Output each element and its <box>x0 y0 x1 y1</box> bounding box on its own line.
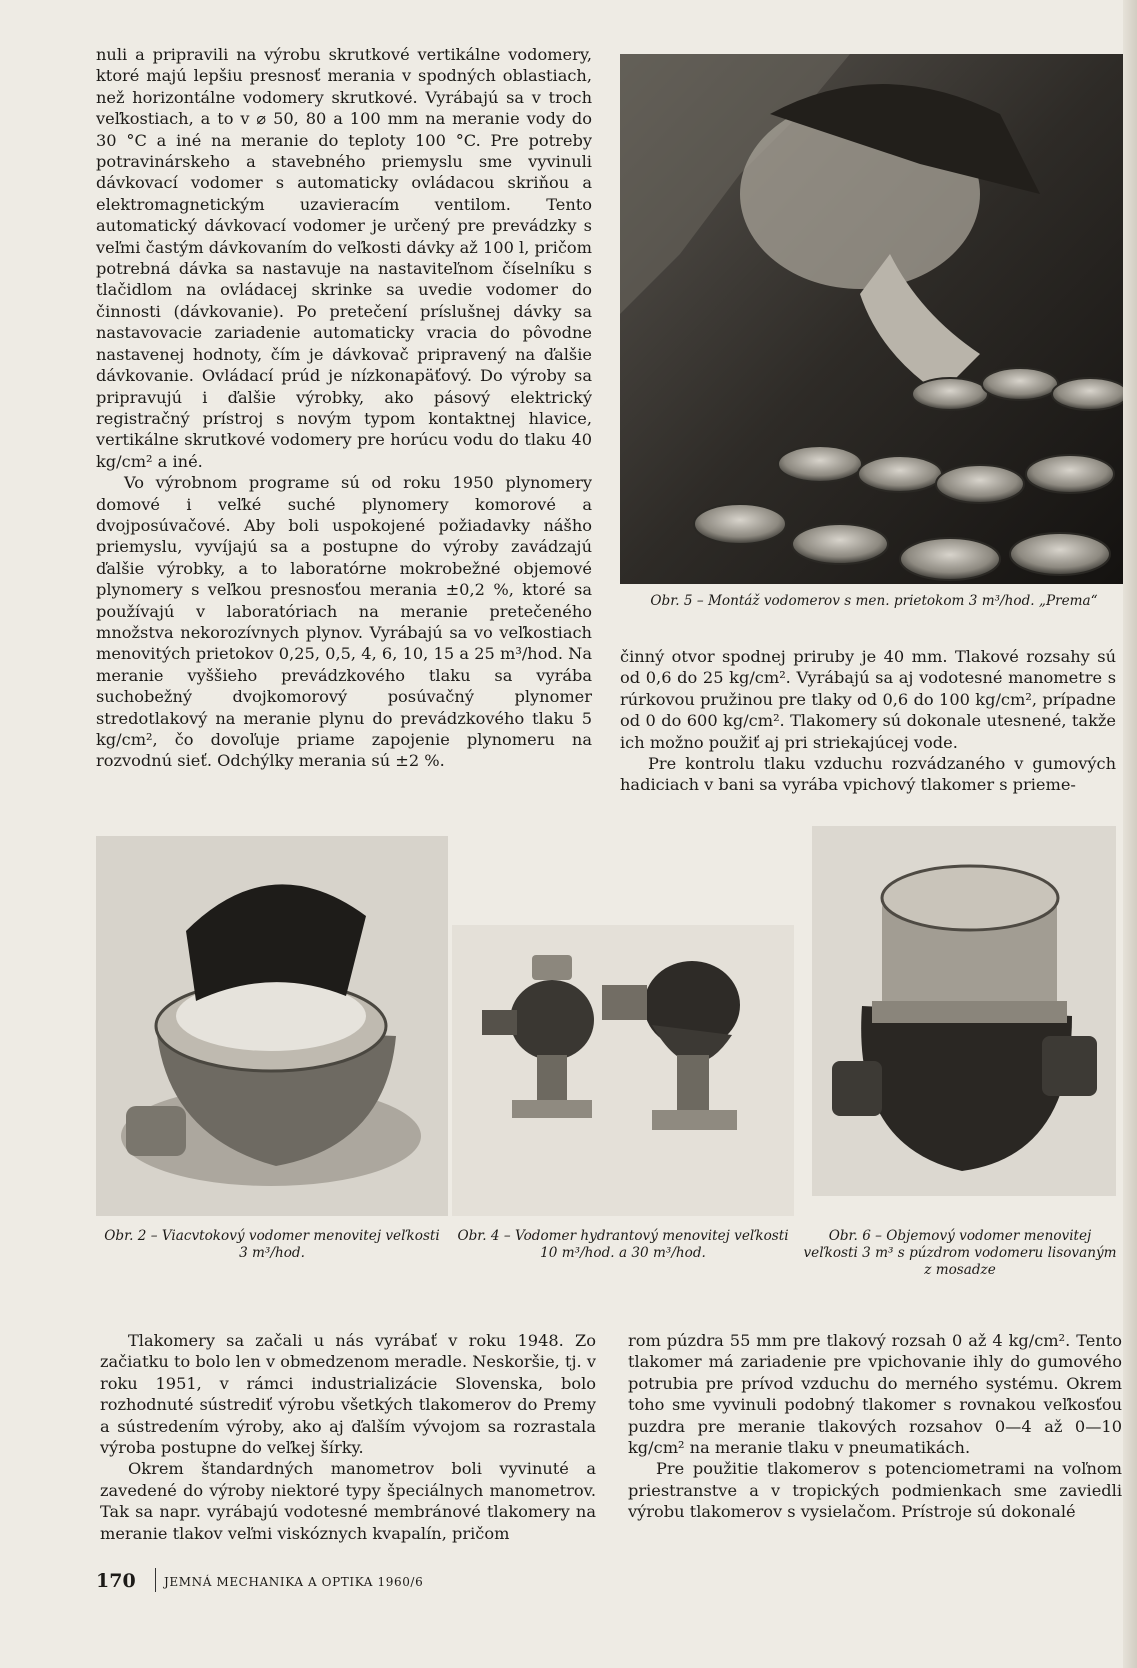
figure-4-photo <box>452 925 794 1216</box>
footer-divider <box>155 1568 156 1592</box>
paragraph: Pre použitie tlakomerov s potenciometrami na voľnom priestranstve a v tropických podmienkach sme zaviedli výrobu tlakomerov s vysielačom. Prístroje sú dokonalé <box>628 1459 1122 1522</box>
water-meter-illustration <box>96 836 448 1216</box>
paragraph: Vo výrobnom programe sú od roku 1950 plynomery domové i veľké suché plynomery komorové a dvojposúvačové. Aby boli uspokojené požiadavky nášho priemyslu, vyvíjajú sa a postupne do výroby zavádzajú ďalšie výrobky, a to laboratórne mokrobežné objemové plynomery s veľkou presnosťou merania ±0,2 %, ktoré sa používajú v laboratóriach na meranie pretečeného množstva nekorozívnych plynov. Vyrábajú sa vo veľkostiach menovitých prietokov 0,25, 0,5, 4, 6, 10, 15 a 25 m³/hod. Na meranie vyššieho prevádzkového tlaku sa vyrába suchobežný dvojkomorový posúvačný plynomer stredotlakový na meranie plynu do prevádzkového tlaku 5 kg/cm², čo dovoľuje priame zapojenie plynomeru na rozvodnú sieť. Odchýlky merania sú ±2 %. <box>96 473 592 771</box>
paragraph: Okrem štandardných manometrov boli vyvinuté a zavedené do výroby niektoré typy špeciálnych manometrov. Tak sa napr. vyrábajú vodotesné membránové tlakomery na meranie tlakov veľmi viskóznych kvapalín, pričom <box>100 1459 596 1543</box>
text-column-right-bottom <box>628 1330 1122 1523</box>
figure-2-photo <box>96 836 448 1216</box>
page-number: 170 <box>96 1570 136 1592</box>
volumetric-meter-illustration <box>812 826 1116 1196</box>
figure-5-caption: Obr. 5 – Montáž vodomerov s men. prietokom 3 m³/hod. „Prema“ <box>650 593 1098 609</box>
figure-5-photo <box>620 54 1128 584</box>
figure-6-photo <box>812 826 1116 1196</box>
figure-4-caption: Obr. 4 – Vodomer hydrantový menovitej veľkosti 10 m³/hod. a 30 m³/hod. <box>457 1228 789 1261</box>
paragraph: Pre kontrolu tlaku vzduchu rozvádzaného v gumových hadiciach v bani sa vyrába vpichový tlakomer s prieme- <box>620 754 1116 795</box>
figure-6-caption: Obr. 6 – Objemový vodomer menovitej veľkosti 3 m³ s púzdrom vodomeru lisovaným z mosadze <box>803 1228 1117 1278</box>
text-column-right-top <box>620 646 1116 796</box>
paragraph: činný otvor spodnej priruby je 40 mm. Tlakové rozsahy sú od 0,6 do 25 kg/cm². Vyrábajú sa aj vodotesné manometre s rúrkovou pružinou pre tlaky od 0,6 do 100 kg/cm², prípadne od 0 do 600 kg/cm². Tlakomery sú dokonale utesnené, takže ich možno použiť aj pri striekajúcej vode. <box>620 647 1116 752</box>
figure-2-caption: Obr. 2 – Viacvtokový vodomer menovitej veľkosti 3 m³/hod. <box>104 1228 440 1261</box>
journal-name: JEMNÁ MECHANIKA A OPTIKA 1960/6 <box>164 1575 424 1589</box>
paragraph: nuli a pripravili na výrobu skrutkové vertikálne vodomery, ktoré majú lepšiu presnosť merania v spodných oblastiach, než horizontálne vodomery skrutkové. Vyrábajú sa v troch veľkostiach, a to v ⌀ 50, 80 a 100 mm na meranie vody do 30 °C a iné na meranie do teploty 100 °C. Pre potreby potravinárskeho a stavebného priemyslu sme vyvinuli dávkovací vodomer s automaticky ovládacou skriňou a elektromagnetickým uzavieracím ventilom. Tento automatický dávkovací vodomer je určený pre prevádzky s veľmi častým dávkovaním do veľkosti dávky až 100 l, pričom potrebná dávka sa nastavuje na nastaviteľnom číselníku s tlačidlom na ovládacej skrinke sa uvedie vodomer do činnosti (dávkovanie). Po pretečení príslušnej dávky sa nastavovacie zariadenie automaticky vracia do pôvodne nastavenej hodnoty, čím je dávkovač pripravený na ďalšie dávkovanie. Ovládací prúd je nízkonapäťový. Do výroby sa pripravujú i ďalšie výrobky, ako pásový elektrický registračný prístroj s novým typom kontaktnej hlavice, vertikálne skrutkové vodomery pre horúcu vodu do tlaku 40 kg/cm² a iné. <box>96 45 592 471</box>
paragraph: Tlakomery sa začali u nás vyrábať v roku 1948. Zo začiatku to bolo len v obmedzenom meradle. Neskoršie, tj. v roku 1951, v rámci industrializácie Slovenska, bolo rozhodnuté sústrediť výrobu všetkých tlakomerov do Premy a sústredením výroby, ako aj ďalším vývojom sa rozrastala výroba postupne do veľkej šírky. <box>100 1331 596 1458</box>
assembly-photo-illustration <box>620 54 1128 584</box>
text-column-left-bottom <box>100 1330 596 1544</box>
hydrant-meters-illustration <box>452 925 794 1216</box>
paragraph: rom púzdra 55 mm pre tlakový rozsah 0 až 4 kg/cm². Tento tlakomer má zariadenie pre vpichovanie ihly do gumového potrubia pre prívod vzduchu do merného systému. Okrem toho sme vyvinuli podobný tlakomer s rovnakou veľkosťou puzdra pre meranie tlakových rozsahov 0—4 až 0—10 kg/cm² na meranie tlaku v pneumatikách. <box>628 1331 1122 1458</box>
page-spine-shadow <box>1123 0 1137 1668</box>
text-column-left-top <box>96 44 592 772</box>
